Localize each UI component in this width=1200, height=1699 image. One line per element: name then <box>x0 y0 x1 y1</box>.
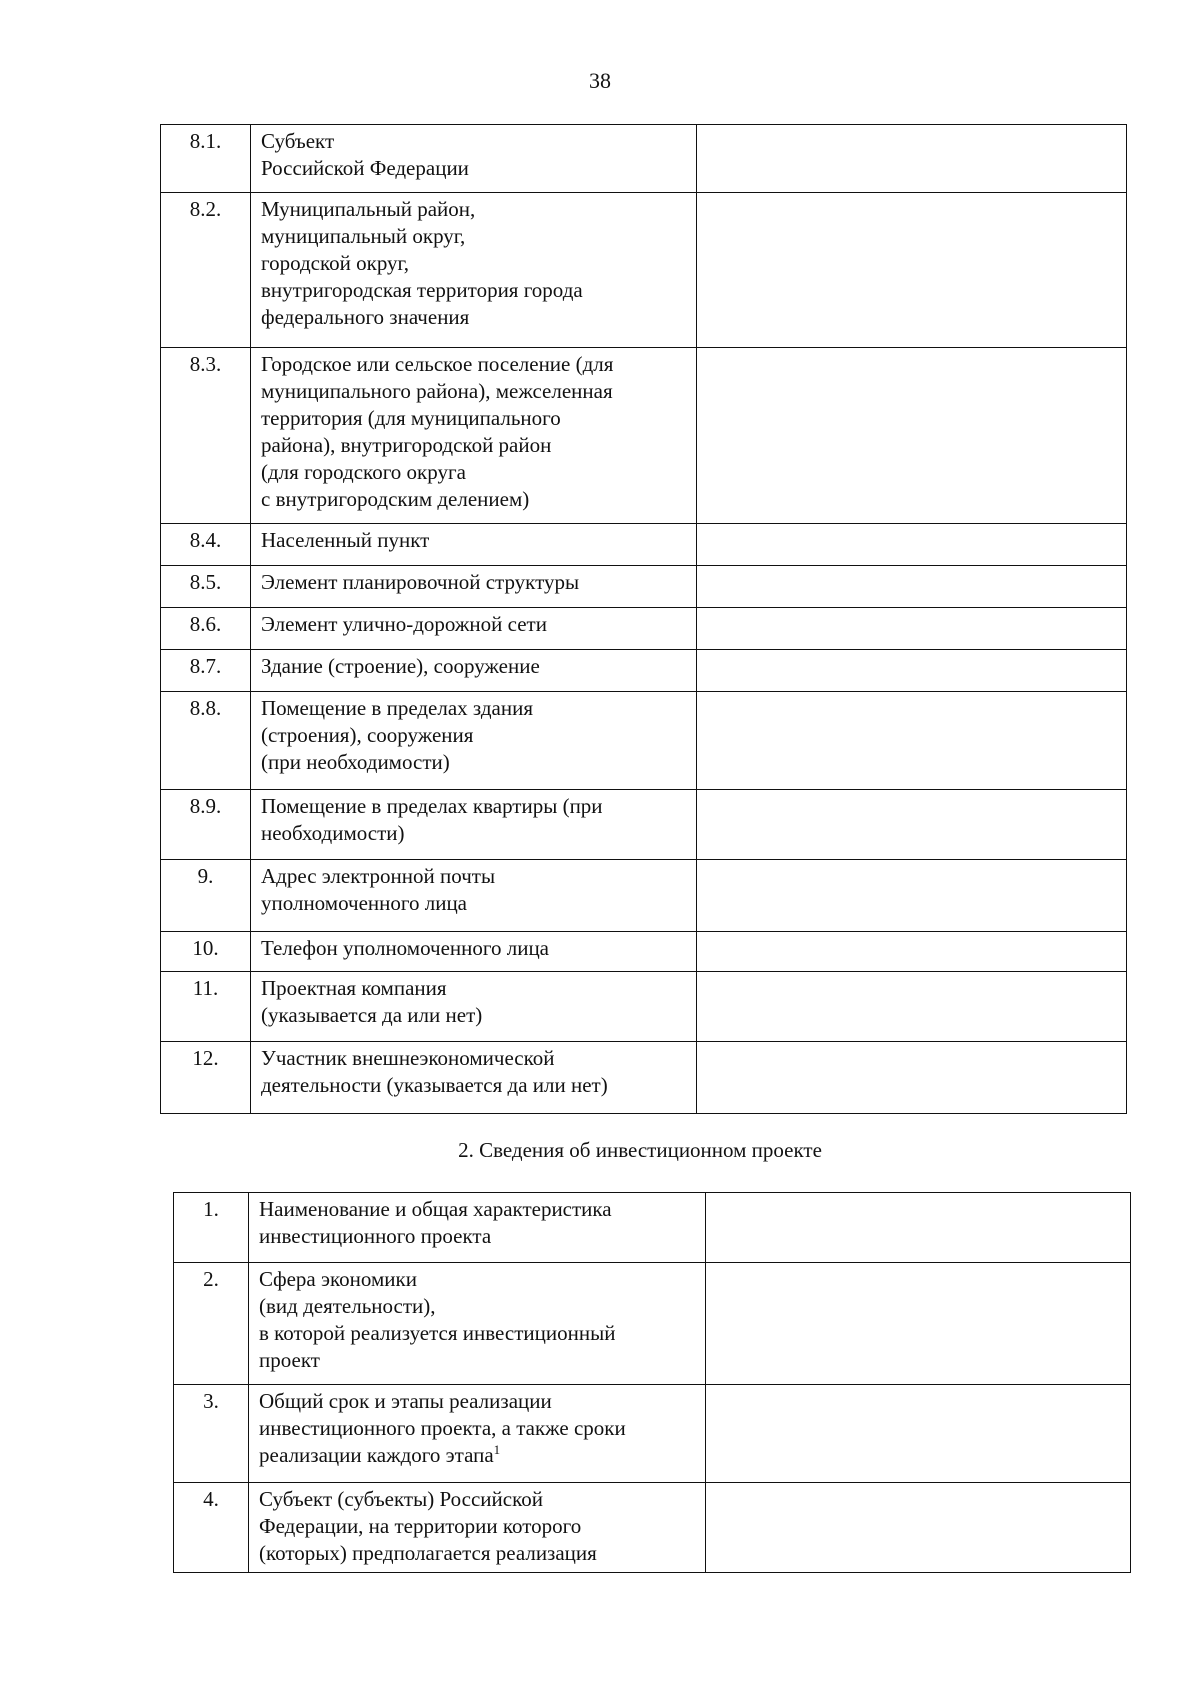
value-cell[interactable] <box>697 566 1127 608</box>
table-row <box>161 790 1127 860</box>
value-cell[interactable] <box>706 1483 1131 1573</box>
row-label-line <box>259 1196 697 1223</box>
row-number: 8.2. <box>161 193 251 348</box>
table-row <box>174 1193 1131 1263</box>
value-cell[interactable] <box>697 608 1127 650</box>
row-label-line <box>259 1223 697 1250</box>
row-number: 2. <box>174 1263 249 1385</box>
value-cell[interactable] <box>697 972 1127 1042</box>
row-label-line <box>261 820 688 847</box>
value-cell[interactable] <box>697 125 1127 193</box>
row-label-text: необходимости) <box>261 821 405 845</box>
table-row <box>161 348 1127 524</box>
row-label-text: территория (для муниципального <box>261 406 561 430</box>
row-label-line <box>261 975 688 1002</box>
value-cell[interactable] <box>706 1263 1131 1385</box>
row-label-line <box>261 890 688 917</box>
row-label-line <box>259 1347 697 1374</box>
row-label-line <box>261 793 688 820</box>
value-cell[interactable] <box>697 348 1127 524</box>
row-label-line <box>261 749 688 776</box>
row-label <box>251 692 697 790</box>
row-label-line <box>261 128 688 155</box>
row-label-text: (строения), сооружения <box>261 723 474 747</box>
row-number: 10. <box>161 932 251 972</box>
row-label-line <box>261 459 688 486</box>
row-label-text: Городское или сельское поселение (для <box>261 352 614 376</box>
table-row <box>161 608 1127 650</box>
page-number: 38 <box>589 68 611 93</box>
row-label <box>249 1263 706 1385</box>
row-label-line <box>261 432 688 459</box>
row-label-text: Участник внешнеэкономической <box>261 1046 555 1070</box>
value-cell[interactable] <box>697 932 1127 972</box>
row-label <box>251 932 697 972</box>
row-number: 8.9. <box>161 790 251 860</box>
row-label-line <box>261 378 688 405</box>
row-label-text: реализации каждого этапа <box>259 1443 494 1467</box>
row-label-line <box>259 1442 697 1469</box>
row-label-line <box>261 351 688 378</box>
row-label-text: Федерации, на территории которого <box>259 1514 582 1538</box>
value-cell[interactable] <box>697 650 1127 692</box>
row-label <box>251 125 697 193</box>
row-label-text: Российской Федерации <box>261 156 469 180</box>
row-label-line <box>261 223 688 250</box>
row-label <box>249 1193 706 1263</box>
row-label-line <box>261 304 688 331</box>
row-label-line <box>261 527 688 554</box>
table-row <box>161 932 1127 972</box>
row-number: 1. <box>174 1193 249 1263</box>
row-label-text: Субъект (субъекты) Российской <box>259 1487 543 1511</box>
table-row <box>161 1042 1127 1114</box>
row-label-line <box>261 569 688 596</box>
table-row <box>161 650 1127 692</box>
row-number: 8.8. <box>161 692 251 790</box>
table-row <box>174 1385 1131 1483</box>
footnote-mark: 1 <box>493 1442 501 1457</box>
row-label-line <box>261 722 688 749</box>
value-cell[interactable] <box>697 193 1127 348</box>
row-label <box>251 790 697 860</box>
value-cell[interactable] <box>697 524 1127 566</box>
row-label-text: муниципального района), межселенная <box>261 379 613 403</box>
value-cell[interactable] <box>697 790 1127 860</box>
row-label-line <box>261 250 688 277</box>
row-label-line <box>259 1320 697 1347</box>
row-label-line <box>259 1540 697 1567</box>
row-label-line <box>259 1415 697 1442</box>
row-number: 9. <box>161 860 251 932</box>
row-label-text: (вид деятельности), <box>259 1294 436 1318</box>
row-label-text: в которой реализуется инвестиционный <box>259 1321 616 1345</box>
table-row <box>161 860 1127 932</box>
row-number: 11. <box>161 972 251 1042</box>
row-label <box>251 348 697 524</box>
row-label-text: Проектная компания <box>261 976 447 1000</box>
row-label-text: федерального значения <box>261 305 470 329</box>
row-label-line <box>261 405 688 432</box>
row-label-text: инвестиционного проекта <box>259 1224 492 1248</box>
table-row <box>174 1483 1131 1573</box>
investment-project-table <box>173 1192 1131 1573</box>
row-label <box>251 193 697 348</box>
row-label <box>251 972 697 1042</box>
row-number: 8.1. <box>161 125 251 193</box>
row-label-text: внутригородская территория города <box>261 278 583 302</box>
row-label-line <box>261 611 688 638</box>
row-label-text: Здание (строение), сооружение <box>261 654 540 678</box>
row-label-line <box>261 1072 688 1099</box>
table-row <box>161 193 1127 348</box>
row-number: 4. <box>174 1483 249 1573</box>
row-label-text: Населенный пункт <box>261 528 430 552</box>
row-label-text: деятельности (указывается да или нет) <box>261 1073 608 1097</box>
table-row <box>161 692 1127 790</box>
row-number: 8.7. <box>161 650 251 692</box>
row-label <box>251 860 697 932</box>
row-label-text: Муниципальный район, <box>261 197 476 221</box>
table-row <box>161 566 1127 608</box>
table-row <box>161 972 1127 1042</box>
row-label-text: Наименование и общая характеристика <box>259 1197 612 1221</box>
row-label-text: Общий срок и этапы реализации <box>259 1389 552 1413</box>
row-number: 8.3. <box>161 348 251 524</box>
row-label-text: Субъект <box>261 129 335 153</box>
row-label <box>249 1483 706 1573</box>
row-label-line <box>261 1045 688 1072</box>
row-label-line <box>261 1002 688 1029</box>
row-label-line <box>261 277 688 304</box>
row-label-text: муниципальный округ, <box>261 224 466 248</box>
row-label-text: (которых) предполагается реализация <box>259 1541 597 1565</box>
row-label-text: Телефон уполномоченного лица <box>261 936 550 960</box>
row-label-text: Элемент планировочной структуры <box>261 570 580 594</box>
row-label-text: с внутригородским делением) <box>261 487 530 511</box>
table-row <box>174 1263 1131 1385</box>
row-label-line <box>259 1388 697 1415</box>
row-number: 8.5. <box>161 566 251 608</box>
value-cell[interactable] <box>697 692 1127 790</box>
row-number: 3. <box>174 1385 249 1483</box>
row-label-line <box>259 1266 697 1293</box>
table-row <box>161 125 1127 193</box>
row-label-text: Помещение в пределах квартиры (при <box>261 794 603 818</box>
row-label-text: Адрес электронной почты <box>261 864 496 888</box>
value-cell[interactable] <box>706 1193 1131 1263</box>
row-label-text: уполномоченного лица <box>261 891 468 915</box>
value-cell[interactable] <box>697 860 1127 932</box>
row-label-text: Элемент улично-дорожной сети <box>261 612 547 636</box>
row-label-line <box>261 935 688 962</box>
row-label-text: района), внутригородской район <box>261 433 552 457</box>
value-cell[interactable] <box>706 1385 1131 1483</box>
row-label-line <box>261 863 688 890</box>
row-label-text: Сфера экономики <box>259 1267 417 1291</box>
value-cell[interactable] <box>697 1042 1127 1114</box>
row-label-line <box>259 1486 697 1513</box>
row-label <box>251 650 697 692</box>
row-number: 8.4. <box>161 524 251 566</box>
row-label-text: (указывается да или нет) <box>261 1003 483 1027</box>
row-label-line <box>259 1513 697 1540</box>
row-label <box>249 1385 706 1483</box>
row-label-text: городской округ, <box>261 251 410 275</box>
row-label-line <box>261 486 688 513</box>
row-number: 12. <box>161 1042 251 1114</box>
row-label <box>251 566 697 608</box>
row-label-line <box>261 155 688 182</box>
row-label-text: инвестиционного проекта, а также сроки <box>259 1416 626 1440</box>
table-row <box>161 524 1127 566</box>
row-label-text: (при необходимости) <box>261 750 450 774</box>
row-label-line <box>261 196 688 223</box>
row-label-text: проект <box>259 1348 320 1372</box>
row-label <box>251 1042 697 1114</box>
row-label-line <box>261 653 688 680</box>
row-label-text: Помещение в пределах здания <box>261 696 533 720</box>
row-label-text: (для городского округа <box>261 460 466 484</box>
organization-address-table <box>160 124 1127 1114</box>
section-title: 2. Сведения об инвестиционном проекте <box>458 1138 822 1162</box>
row-label <box>251 524 697 566</box>
row-label-line <box>259 1293 697 1320</box>
row-number: 8.6. <box>161 608 251 650</box>
row-label <box>251 608 697 650</box>
row-label-line <box>261 695 688 722</box>
